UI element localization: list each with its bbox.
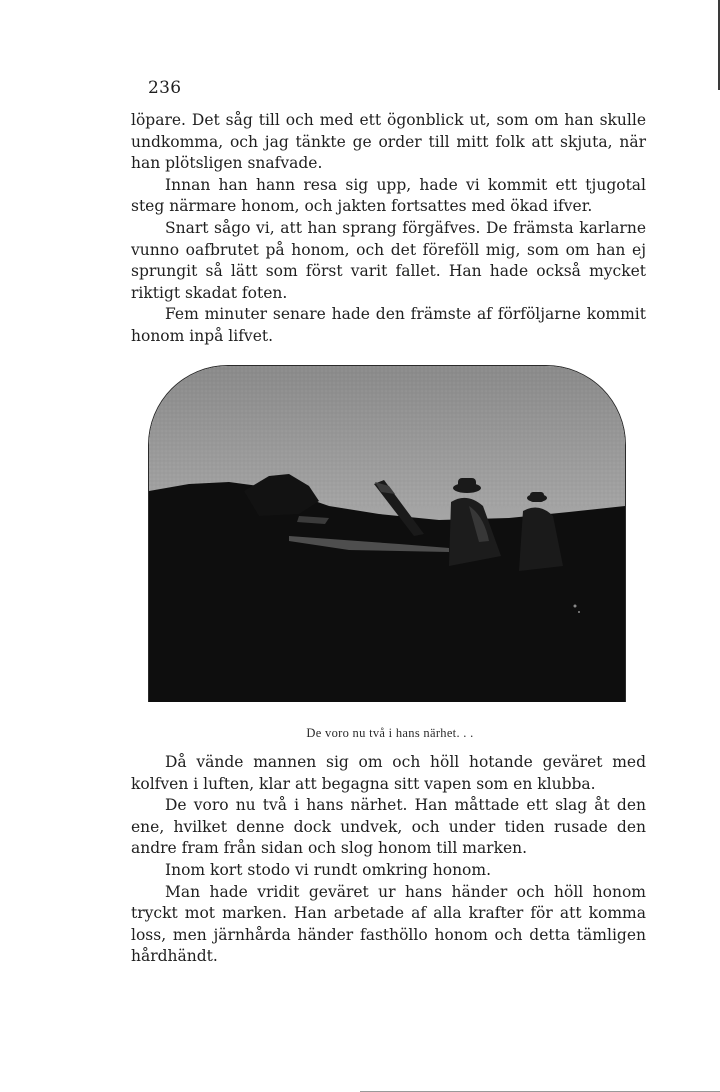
photograph-illustration	[149, 366, 625, 702]
page-number: 236	[148, 78, 182, 98]
paragraph: Man hade vridit geväret ur hans händer och höll honom tryckt mot marken. Han arbetade af alla krafter för att komma loss, men järnhårda händer fasthöllo honom och detta tämligen hårdhändt.	[131, 882, 646, 966]
paragraph: De voro nu två i hans närhet. Han måttade ett slag åt den ene, hvilket denne dock undvek, och under tiden rusade den andre fram från sidan och slog honom till marken.	[131, 796, 646, 858]
body-text-bottom	[131, 752, 646, 968]
figure-caption: De voro nu två i hans närhet. . .	[306, 726, 474, 740]
paragraph: Snart sågo vi, att han sprang förgäfves. De främsta karlarne vunno oafbrutet på honom, och det föreföll mig, som om han ej sprungit så lätt som först varit fallet. Han hade också mycket riktigt skadat foten.	[131, 218, 646, 302]
body-text-top	[131, 110, 646, 348]
photograph-figure	[148, 365, 626, 702]
paragraph: Inom kort stodo vi rundt omkring honom.	[165, 860, 492, 879]
paragraph: Fem minuter senare hade den främste af förföljarne kommit honom inpå lifvet.	[131, 305, 646, 345]
paragraph: löpare. Det såg till och med ett ögonblick ut, som om han skulle undkomma, och jag tänkte ge order till mitt folk att skjuta, när han plötsligen snafvade.	[131, 111, 646, 173]
paragraph: Då vände mannen sig om och höll hotande geväret med kolfven i luften, klar att begagna sitt vapen som en klubba.	[131, 753, 646, 793]
paragraph: Innan han hann resa sig upp, hade vi kommit ett tjugotal steg närmare honom, och jakten fortsattes med ökad ifver.	[131, 175, 646, 216]
